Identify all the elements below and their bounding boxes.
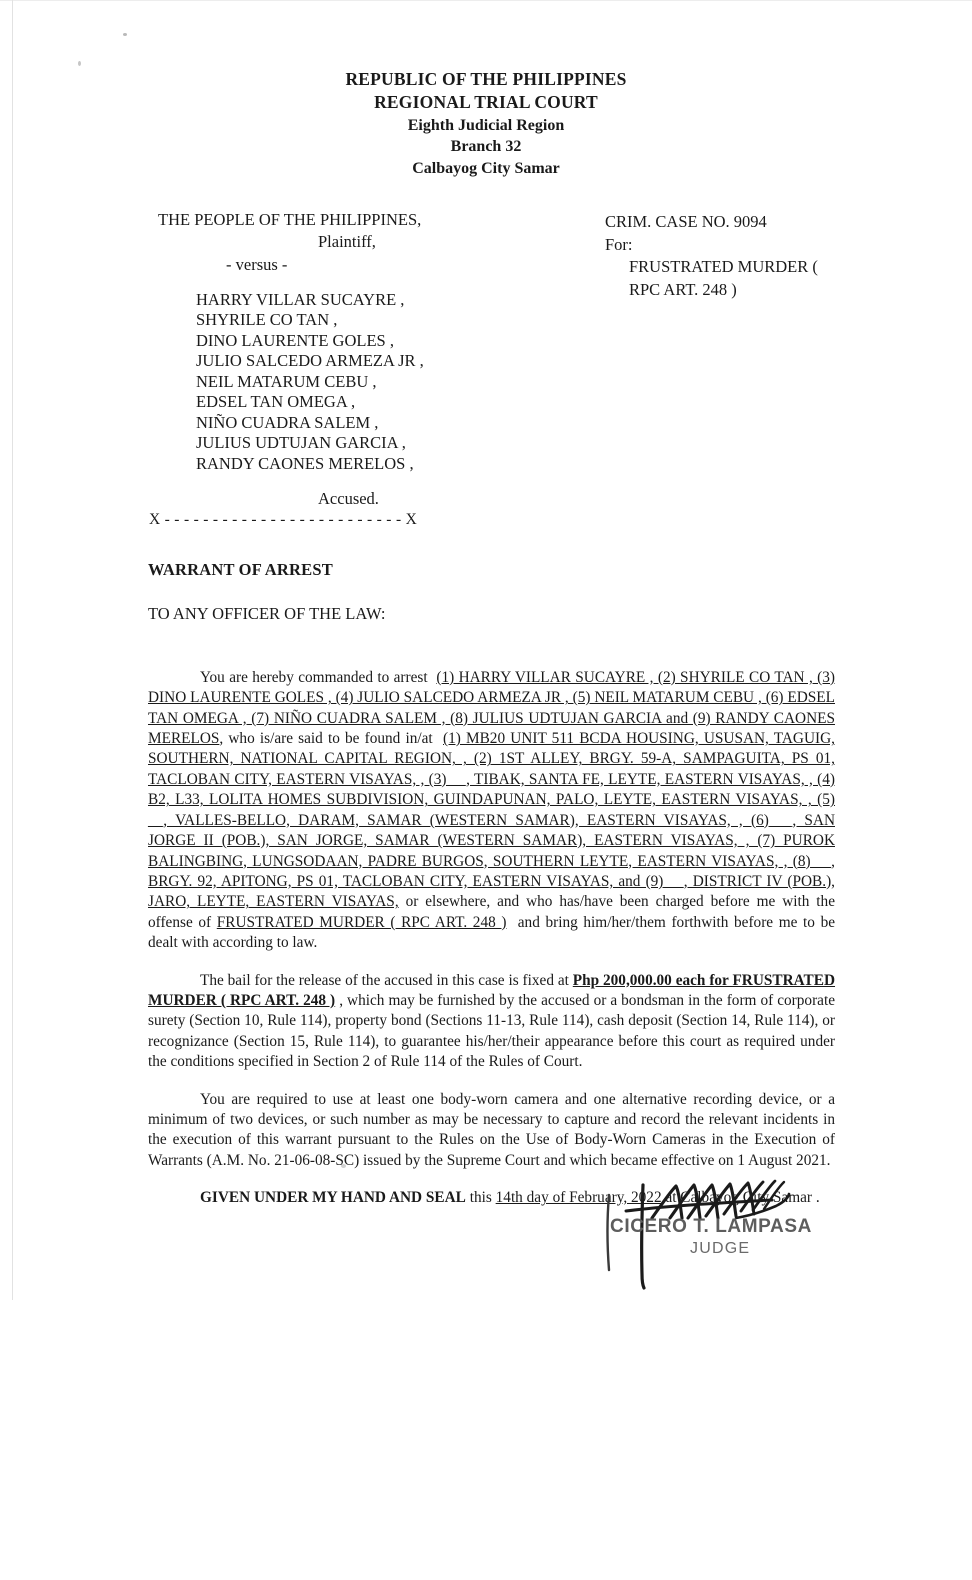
city-line: Calbayog City Samar <box>412 159 560 177</box>
caption-left-column <box>149 209 588 530</box>
accused-names-inline: (1) HARRY VILLAR SUCAYRE , (2) SHYRILE CO TAN , (3) DINO LAURENTE GOLES , (4) JULIO SALCEDO ARMEZA JR , (5) NEIL MATARUM CEBU , (6) EDSEL TAN OMEGA , (7) NIÑO CUADRA SALEM , (8) JULIUS UDTUJAN GARCIA and (9) RANDY CAONES MERELOS <box>148 668 835 748</box>
attestation-this: this <box>469 1189 492 1207</box>
case-number: CRIM. CASE NO. 9094 <box>605 212 767 232</box>
versus-label: - versus - <box>226 255 288 275</box>
judicial-region-line: Eighth Judicial Region <box>407 116 565 134</box>
handwritten-signature-icon <box>596 1178 926 1298</box>
case-caption <box>0 209 972 530</box>
plaintiff-party: THE PEOPLE OF THE PHILIPPINES, <box>158 210 422 230</box>
command-intro: You are hereby commanded to arrest <box>200 668 428 686</box>
for-label: For: <box>605 234 633 254</box>
signature-block <box>596 1178 926 1298</box>
bodycam-paragraph: You are required to use at least one body-worn camera and one alternative recording device, or a minimum of two devices, or such number as may be necessary to capture and record the relevant incidents in the execution of this warrant pursuant to the Rules on the Use of Body-Worn Cameras in the Execution of Warrants (A.M. No. 21-06-08-SC) issued by the Supreme Court and which became effective on 1 August 2021. <box>148 1090 835 1169</box>
list-item: NIÑO CUADRA SALEM , <box>196 412 379 432</box>
attestation-tail: at Calbayog City Samar . <box>665 1189 820 1207</box>
offense-line-1: FRUSTRATED MURDER ( <box>629 257 818 277</box>
branch-line: Branch 32 <box>450 138 522 156</box>
republic-line: REPUBLIC OF THE PHILIPPINES <box>345 69 627 89</box>
case-info-block <box>605 211 935 301</box>
signing-date: 14th day of February, 2022 <box>495 1189 662 1207</box>
list-item: HARRY VILLAR SUCAYRE , <box>196 289 405 309</box>
document-body <box>0 668 972 1209</box>
command-tail-1: or elsewhere, and who has/have been charged before me with the offense of <box>148 893 835 931</box>
bail-lead: The bail for the release of the accused in this case is fixed at <box>200 971 569 989</box>
plaintiff-label: Plaintiff, <box>318 231 376 251</box>
judge-name: CICERO T. LAMPASA <box>610 1216 812 1237</box>
list-item: JULIUS UDTUJAN GARCIA , <box>196 433 406 453</box>
list-item: EDSEL TAN OMEGA , <box>196 392 356 412</box>
list-item: RANDY CAONES MERELOS , <box>196 453 414 473</box>
bail-amount: Php 200,000.00 each for FRUSTRATED MURDER ( RPC ART. 248 ) <box>148 971 836 1009</box>
court-heading <box>0 68 972 179</box>
accused-addresses-inline: (1) MB20 UNIT 511 BCDA HOUSING, USUSAN, TAGUIG, SOUTHERN, NATIONAL CAPITAL REGION, , (2) 1ST ALLEY, BRGY. 59-A, SAMPAGUITA, PS 01, TACLOBAN CITY, EASTERN VISAYAS, , (3) __, TIBAK, SANTA FE, LEYTE, EASTERN VISAYAS, , (4) B2, L33, LOLITA HOMES SUBDIVISION, GUINDAPUNAN, PALO, LEYTE, EASTERN VISAYAS, , (5) __, VALLES-BELLO, DARAM, SAMAR (WESTERN SAMAR), EASTERN VISAYAS, , (6) __, SAN JORGE II (POB.), SAN JORGE, SAMAR (WESTERN SAMAR), EASTERN VISAYAS, , (7) PUROK BALINGBING, LUNGSODAAN, PADRE BURGOS, SOUTHERN LEYTE, EASTERN VISAYAS, , (8) __, BRGY. 92, APITONG, PS 01, TACLOBAN CITY, EASTERN VISAYAS, and (9) __, DISTRICT IV (POB.), JARO, LEYTE, EASTERN VISAYAS, <box>148 730 835 911</box>
command-paragraph <box>148 668 835 954</box>
list-item: JULIO SALCEDO ARMEZA JR , <box>196 351 424 371</box>
court-line: REGIONAL TRIAL COURT <box>374 92 598 113</box>
command-tail-2: and bring him/her/them forthwith before me to be dealt with according to law. <box>148 913 836 952</box>
offense-line-2: RPC ART. 248 ) <box>629 279 737 299</box>
accused-list <box>158 290 588 475</box>
addressee-line: TO ANY OFFICER OF THE LAW: <box>148 603 386 623</box>
offense-inline: FRUSTRATED MURDER ( RPC ART. 248 ) <box>216 913 507 931</box>
caption-separator: X - - - - - - - - - - - - - - - - - - - - - - - - - X <box>149 510 418 528</box>
page-title: WARRANT OF ARREST <box>148 559 333 579</box>
judge-title: JUDGE <box>690 1240 751 1257</box>
list-item: NEIL MATARUM CEBU , <box>196 371 377 391</box>
bail-tail: , which may be furnished by the accused or a bondsman in the form of corporate surety (Section 10, Rule 114), property bond (Sections 11-13, Rule 114), cash deposit (Section 14, Rule 114), or recognizance (Section 15, Rule 114), to guarantee his/her/their appearance before this court as required under the conditions specified in Section 2 of Rule 114 of the Rules of Court. <box>148 991 835 1071</box>
accused-label: Accused. <box>318 489 379 509</box>
bail-paragraph <box>148 971 835 1073</box>
given-under-hand-lead: GIVEN UNDER MY HAND AND SEAL <box>200 1189 466 1207</box>
command-mid: , who is/are said to be found in/at <box>219 730 433 748</box>
list-item: SHYRILE CO TAN , <box>196 310 338 330</box>
list-item: DINO LAURENTE GOLES , <box>196 330 394 350</box>
